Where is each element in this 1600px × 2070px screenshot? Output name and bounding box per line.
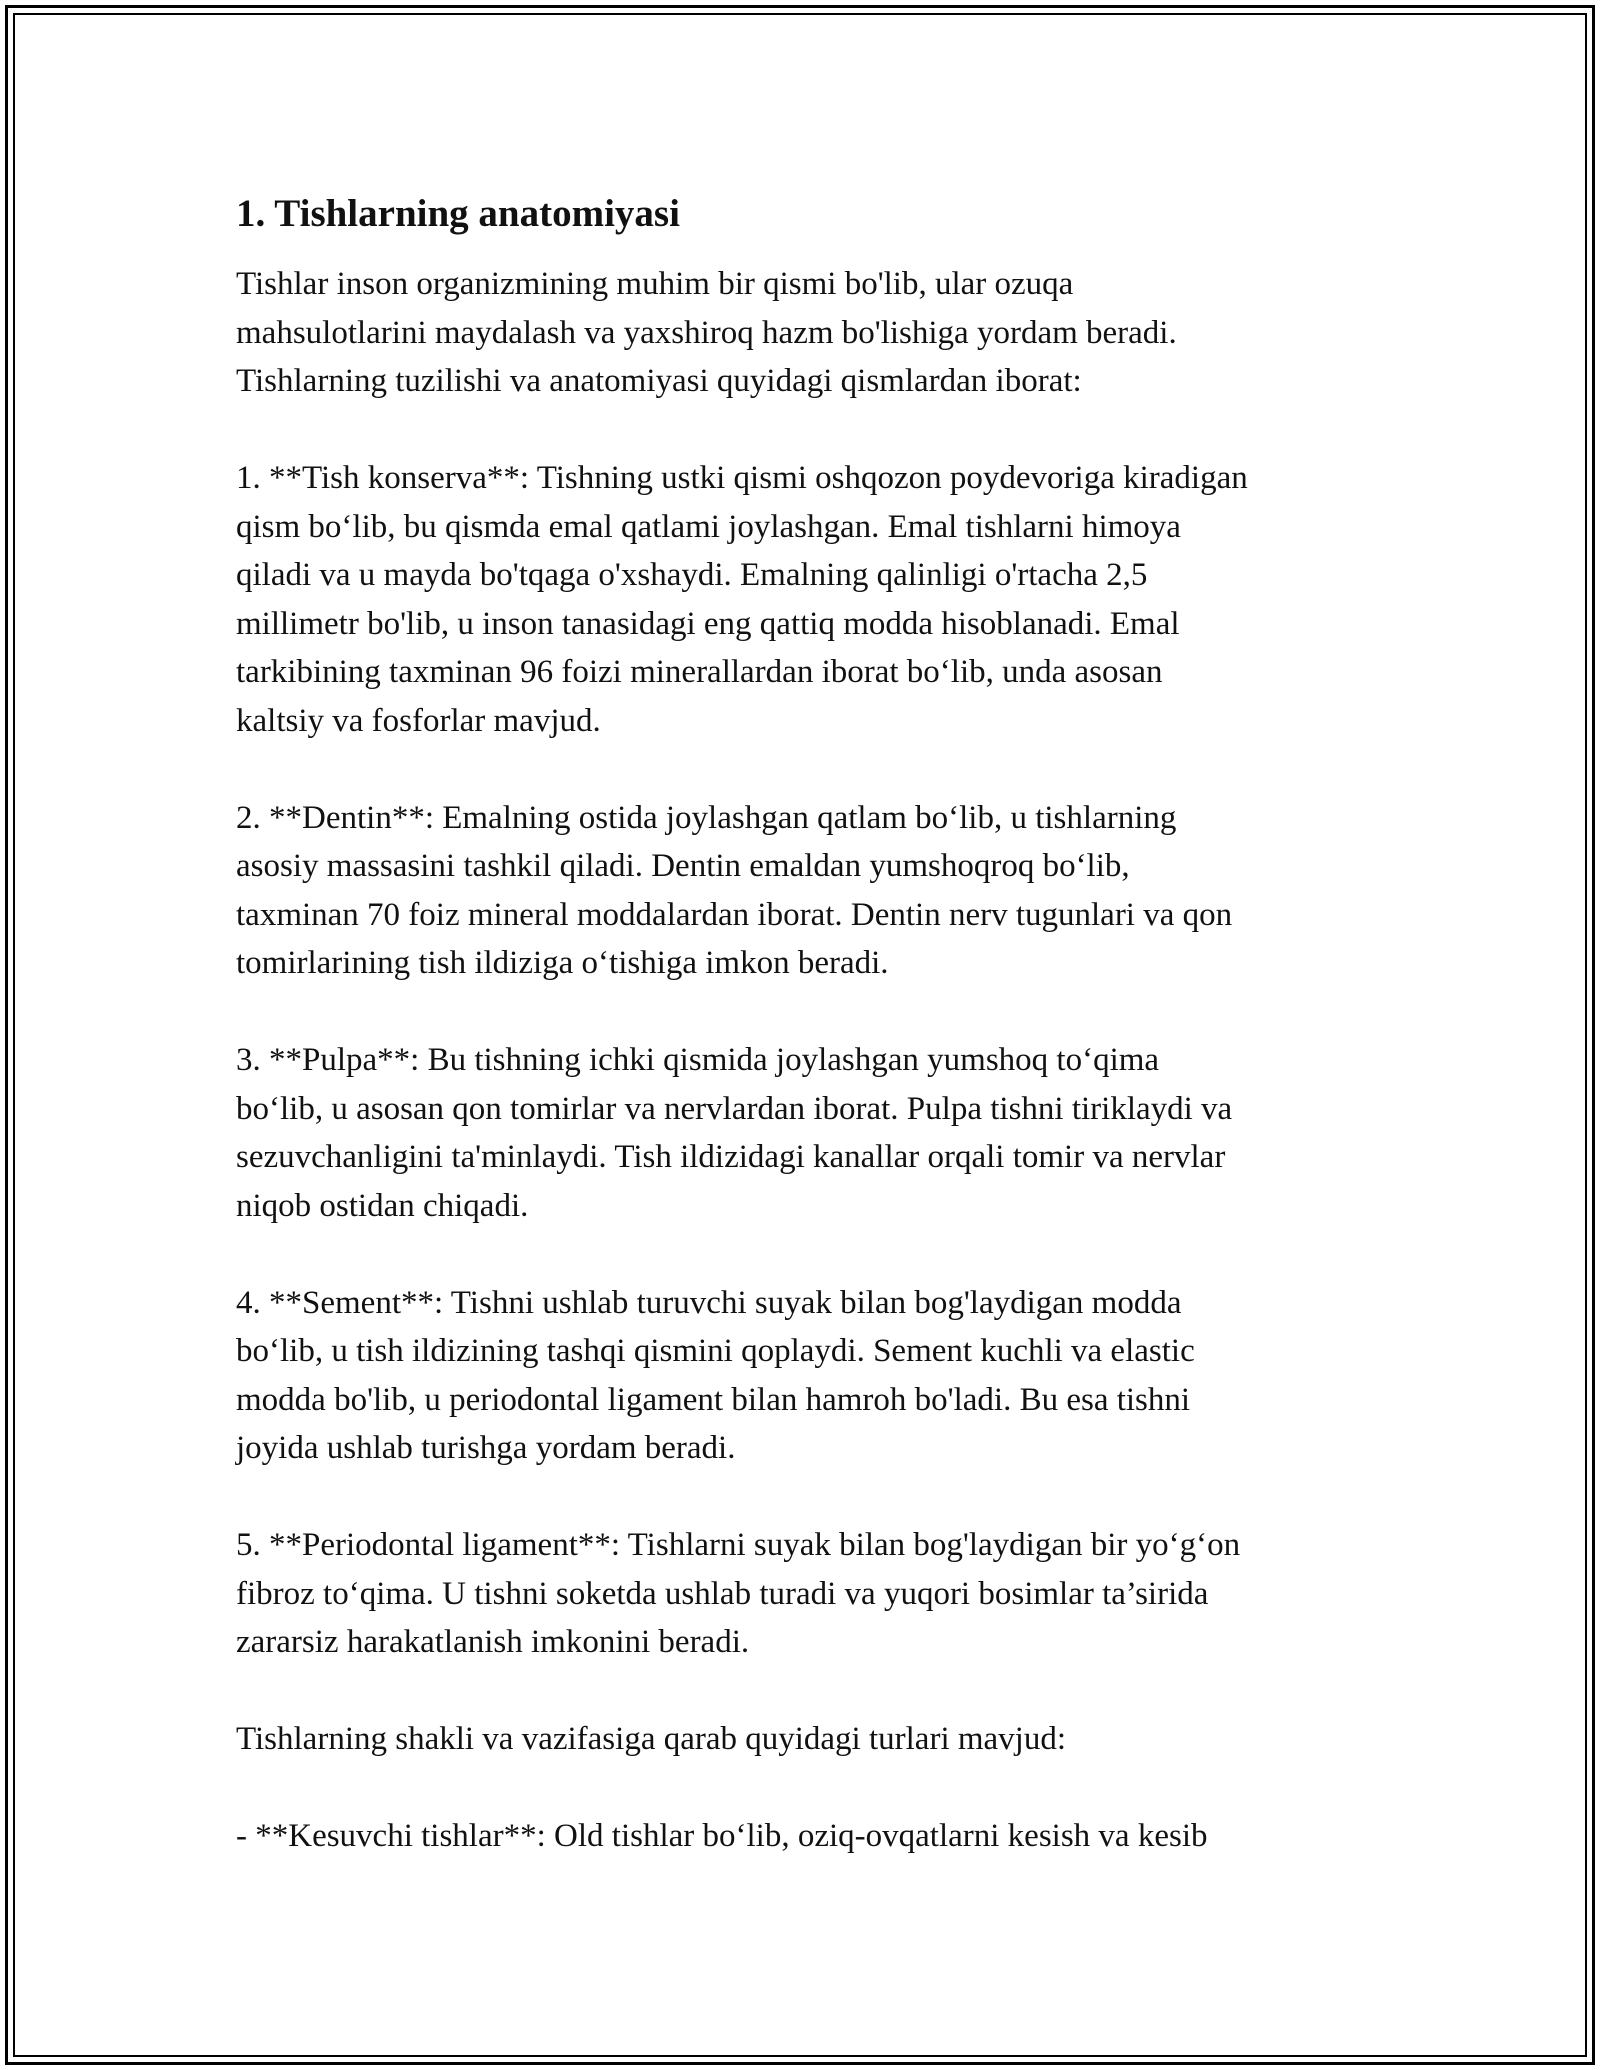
paragraph-spacer: [236, 1230, 1366, 1279]
bullet-kesuvchi-tishlar: - **Kesuvchi tishlar**: Old tishlar bo‘lib, oziq-ovqatlarni kesish va kesib: [236, 1818, 1208, 1854]
types-intro-paragraph: Tishlarning shakli va vazifasiga qarab quyidagi turlari mavjud:: [236, 1721, 1067, 1757]
list-item-periodontal-ligament: 5. **Periodontal ligament**: Tishlarni suyak bilan bog'laydigan bir yo‘g‘on fibroz to‘qima. U tishni soketda ushlab turadi va yuqori bosimlar ta’sirida zararsiz harakatlanish imkonini beradi.: [236, 1527, 1241, 1660]
intro-paragraph: Tishlar inson organizmining muhim bir qismi bo'lib, ular ozuqa mahsulotlarini maydalash va yaxshiroq hazm bo'lishiga yordam beradi. Tishlarning tuzilishi va anatomiyasi quyidagi qismlardan iborat:: [236, 266, 1177, 399]
list-item-pulpa: 3. **Pulpa**: Bu tishning ichki qismida joylashgan yumshoq to‘qima bo‘lib, u asosan qon tomirlar va nervlardan iborat. Pulpa tishni tiriklaydi va sezuvchanligini ta'minlaydi. Tish ildizidagi kanallar orqali tomir va nervlar niqob ostidan chiqadi.: [236, 1042, 1233, 1224]
paragraph-spacer: [236, 1667, 1366, 1716]
paragraph-spacer: [236, 1473, 1366, 1522]
list-item-tish-konserva: 1. **Tish konserva**: Tishning ustki qismi oshqozon poydevoriga kiradigan qism bo‘lib, bu qismda emal qatlami joylashgan. Emal tishlarni himoya qiladi va u mayda bo'tqaga o'xshaydi. Emalning qalinligi o'rtacha 2,5 millimetr bo'lib, u inson tanasidagi eng qattiq modda hisoblanadi. Emal tarkibining taxminan 96 foizi minerallardan iborat bo‘lib, unda asosan kaltsiy va fosforlar mavjud.: [236, 460, 1248, 739]
paragraph-spacer: [236, 988, 1366, 1037]
list-item-sement: 4. **Sement**: Tishni ushlab turuvchi suyak bilan bog'laydigan modda bo‘lib, u tish ildizining tashqi qismini qoplaydi. Sement kuchli va elastic modda bo'lib, u periodontal ligament bilan hamroh bo'ladi. Bu esa tishni joyida ushlab turishga yordam beradi.: [236, 1284, 1195, 1466]
document-body: [236, 188, 1366, 1861]
paragraph-spacer: [236, 1764, 1366, 1813]
section-heading: 1. Tishlarning anatomiyasi: [236, 192, 680, 235]
paragraph-spacer: [236, 745, 1366, 794]
list-item-dentin: 2. **Dentin**: Emalning ostida joylashgan qatlam bo‘lib, u tishlarning asosiy massasini tashkil qiladi. Dentin emaldan yumshoqroq bo‘lib, taxminan 70 foiz mineral moddalardan iborat. Dentin nerv tugunlari va qon tomirlarining tish ildiziga o‘tishiga imkon beradi.: [236, 799, 1233, 981]
paragraph-spacer: [236, 406, 1366, 455]
